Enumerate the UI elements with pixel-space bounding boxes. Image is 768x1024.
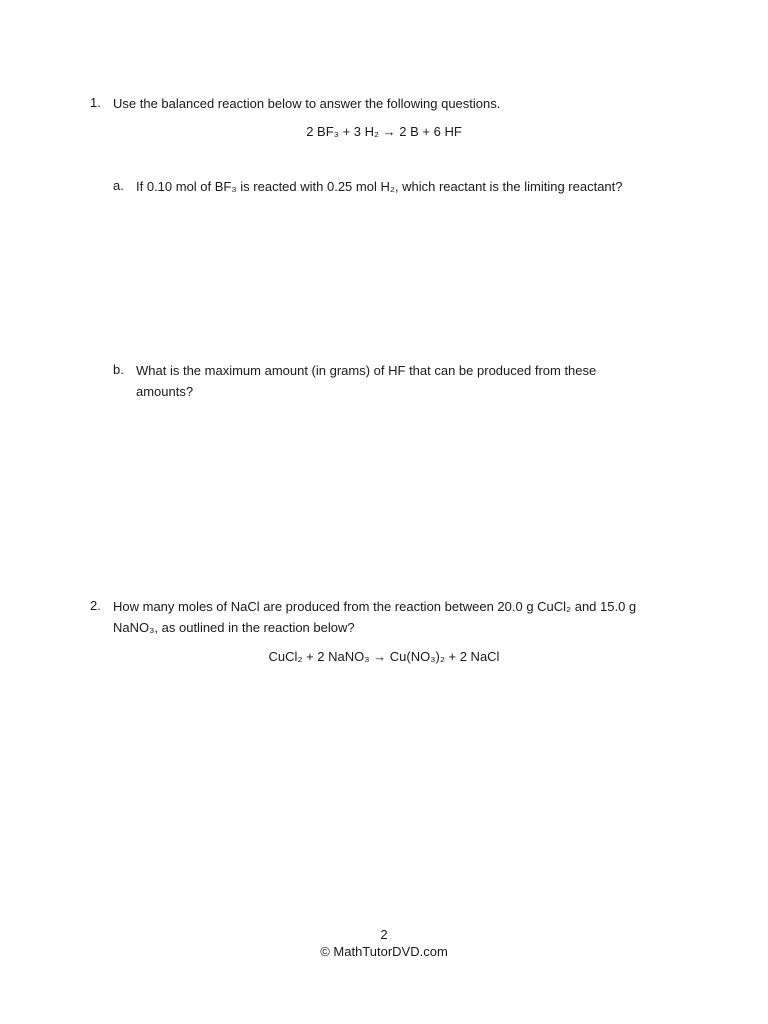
question-1b-text-line1: What is the maximum amount (in grams) of HF that can be produced from these (136, 363, 597, 378)
question-2-equation: CuCl₂ + 2 NaNO₃ → Cu(NO₃)₂ + 2 NaCl (268, 649, 500, 664)
question-1-equation: 2 BF₃ + 3 H₂ → 2 B + 6 HF (306, 124, 462, 139)
question-1a-text: If 0.10 mol of BF₃ is reacted with 0.25 mol H₂, which reactant is the limiting reactant? (136, 179, 623, 194)
question-2-text-line1: How many moles of NaCl are produced from the reaction between 20.0 g CuCl₂ and 15.0 g (113, 599, 637, 614)
question-1b-text-line2: amounts? (136, 384, 194, 399)
question-1-text: Use the balanced reaction below to answer the following questions. (113, 96, 501, 111)
question-2-number: 2. (90, 598, 101, 613)
question-1-number: 1. (90, 95, 101, 110)
copyright-text: © MathTutorDVD.com (320, 944, 448, 959)
question-2-text-line2: NaNO₃, as outlined in the reaction below? (113, 620, 355, 635)
question-1b-label: b. (113, 362, 124, 377)
question-1a-label: a. (113, 178, 124, 193)
page-number: 2 (380, 927, 388, 942)
